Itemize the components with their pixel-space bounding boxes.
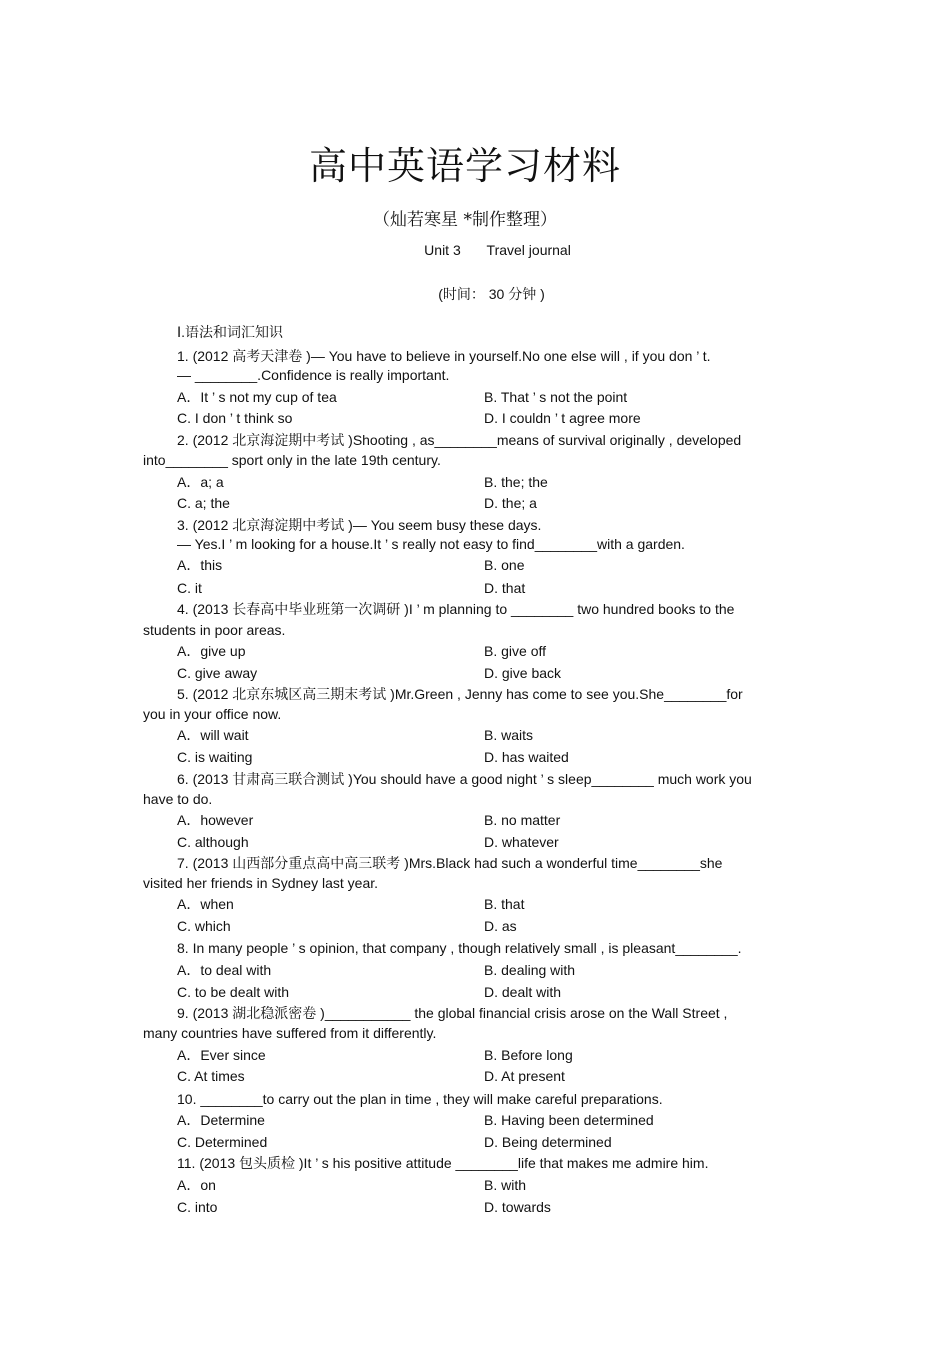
question-2-option-b: B. the; the: [484, 474, 548, 490]
question-1-option-a: A．It ’ s not my cup of tea: [177, 389, 337, 405]
question-3-stem: 3. (2012 北京海淀期中考试 )— You seem busy these days.: [177, 517, 542, 533]
section-heading: Ⅰ.语法和词汇知识: [177, 324, 284, 340]
question-4-stem: 4. (2013 长春高中毕业班第一次调研 )I ’ m planning to ________ two hundred books to the: [177, 601, 735, 617]
question-11-option-c: C. into: [177, 1199, 218, 1215]
question-3-option-c: C. it: [177, 580, 202, 596]
question-9-option-a: A．Ever since: [177, 1047, 266, 1063]
question-5-option-d: D. has waited: [484, 749, 569, 765]
question-7-option-a: A．when: [177, 896, 234, 912]
question-7-option-b: B. that: [484, 896, 525, 912]
question-4-stem-cont: students in poor areas.: [143, 622, 286, 638]
question-6-option-a: A．however: [177, 812, 254, 828]
question-7-stem-cont: visited her friends in Sydney last year.: [143, 875, 379, 891]
question-5-option-c: C. is waiting: [177, 749, 253, 765]
question-4-option-a: A．give up: [177, 643, 246, 659]
question-6-option-c: C. although: [177, 834, 249, 850]
question-6-stem-cont: have to do.: [143, 791, 213, 807]
question-1-stem-cont: — ________.Confidence is really important.: [177, 367, 450, 383]
question-5-option-a: A．will wait: [177, 727, 249, 743]
question-8-stem: 8. In many people ’ s opinion, that company , though relatively small , is pleasant________.: [177, 940, 742, 956]
question-5-option-b: B. waits: [484, 727, 534, 743]
question-11-option-d: D. towards: [484, 1199, 551, 1215]
question-3-option-a: A．this: [177, 557, 223, 573]
question-11-option-a: A．on: [177, 1177, 216, 1193]
question-7-option-c: C. which: [177, 918, 231, 934]
question-3-stem-cont: — Yes.I ’ m looking for a house.It ’ s really not easy to find________with a garden.: [177, 536, 685, 552]
question-11-stem: 11. (2013 包头质检 )It ’ s his positive attitude ________life that makes me admire him.: [177, 1155, 709, 1171]
question-9-option-c: C. At times: [177, 1068, 245, 1084]
question-10-option-c: C. Determined: [177, 1134, 268, 1150]
question-9-stem: 9. (2013 湖北稳派密卷 )___________ the global financial crisis arose on the Wall Street ,: [177, 1005, 728, 1021]
page-title: 高中英语学习材料: [308, 144, 621, 188]
question-2-option-c: C. a; the: [177, 495, 230, 511]
question-5-stem: 5. (2012 北京东城区高三期末考试 )Mr.Green , Jenny has come to see you.She________for: [177, 686, 743, 702]
question-3-option-d: D. that: [484, 580, 526, 596]
question-8-option-c: C. to be dealt with: [177, 984, 290, 1000]
question-1-option-b: B. That ’ s not the point: [484, 389, 628, 405]
question-6-option-d: D. whatever: [484, 834, 559, 850]
question-9-option-b: B. Before long: [484, 1047, 573, 1063]
question-7-stem: 7. (2013 山西部分重点高中高三联考 )Mrs.Black had such a wonderful time________she: [177, 855, 723, 871]
question-4-option-d: D. give back: [484, 665, 562, 681]
question-4-option-c: C. give away: [177, 665, 258, 681]
question-10-option-a: A．Determine: [177, 1112, 265, 1128]
question-6-option-b: B. no matter: [484, 812, 561, 828]
question-3-option-b: B. one: [484, 557, 525, 573]
question-7-option-d: D. as: [484, 918, 517, 934]
question-1-option-d: D. I couldn ’ t agree more: [484, 410, 641, 426]
question-9-option-d: D. At present: [484, 1068, 565, 1084]
unit-topic: Travel journal: [486, 242, 571, 258]
time-limit: (时间： 30 分钟 ): [438, 286, 545, 302]
unit-number: Unit 3: [424, 242, 461, 258]
question-2-option-d: D. the; a: [484, 495, 537, 511]
unit-heading: [0, 242, 950, 258]
question-4-option-b: B. give off: [484, 643, 547, 659]
question-8-option-b: B. dealing with: [484, 962, 576, 978]
question-2-option-a: A．a; a: [177, 474, 224, 490]
question-8-option-a: A．to deal with: [177, 962, 272, 978]
maker-credit: （灿若寒星 *制作整理）: [373, 210, 557, 230]
question-2-stem-cont: into________ sport only in the late 19th century.: [143, 452, 441, 468]
question-11-option-b: B. with: [484, 1177, 527, 1193]
question-10-option-b: B. Having been determined: [484, 1112, 654, 1128]
question-9-stem-cont: many countries have suffered from it differently.: [143, 1025, 437, 1041]
question-5-stem-cont: you in your office now.: [143, 706, 282, 722]
question-10-stem: 10. ________to carry out the plan in time , they will make careful preparations.: [177, 1091, 663, 1107]
question-6-stem: 6. (2013 甘肃高三联合测试 )You should have a good night ’ s sleep________ much work you: [177, 771, 752, 787]
question-2-stem: 2. (2012 北京海淀期中考试 )Shooting , as________means of survival originally , developed: [177, 432, 742, 448]
question-8-option-d: D. dealt with: [484, 984, 562, 1000]
question-1-option-c: C. I don ’ t think so: [177, 410, 293, 426]
question-10-option-d: D. Being determined: [484, 1134, 612, 1150]
question-1-stem: 1. (2012 高考天津卷 )— You have to believe in yourself.No one else will , if you don ’ t.: [177, 348, 711, 364]
